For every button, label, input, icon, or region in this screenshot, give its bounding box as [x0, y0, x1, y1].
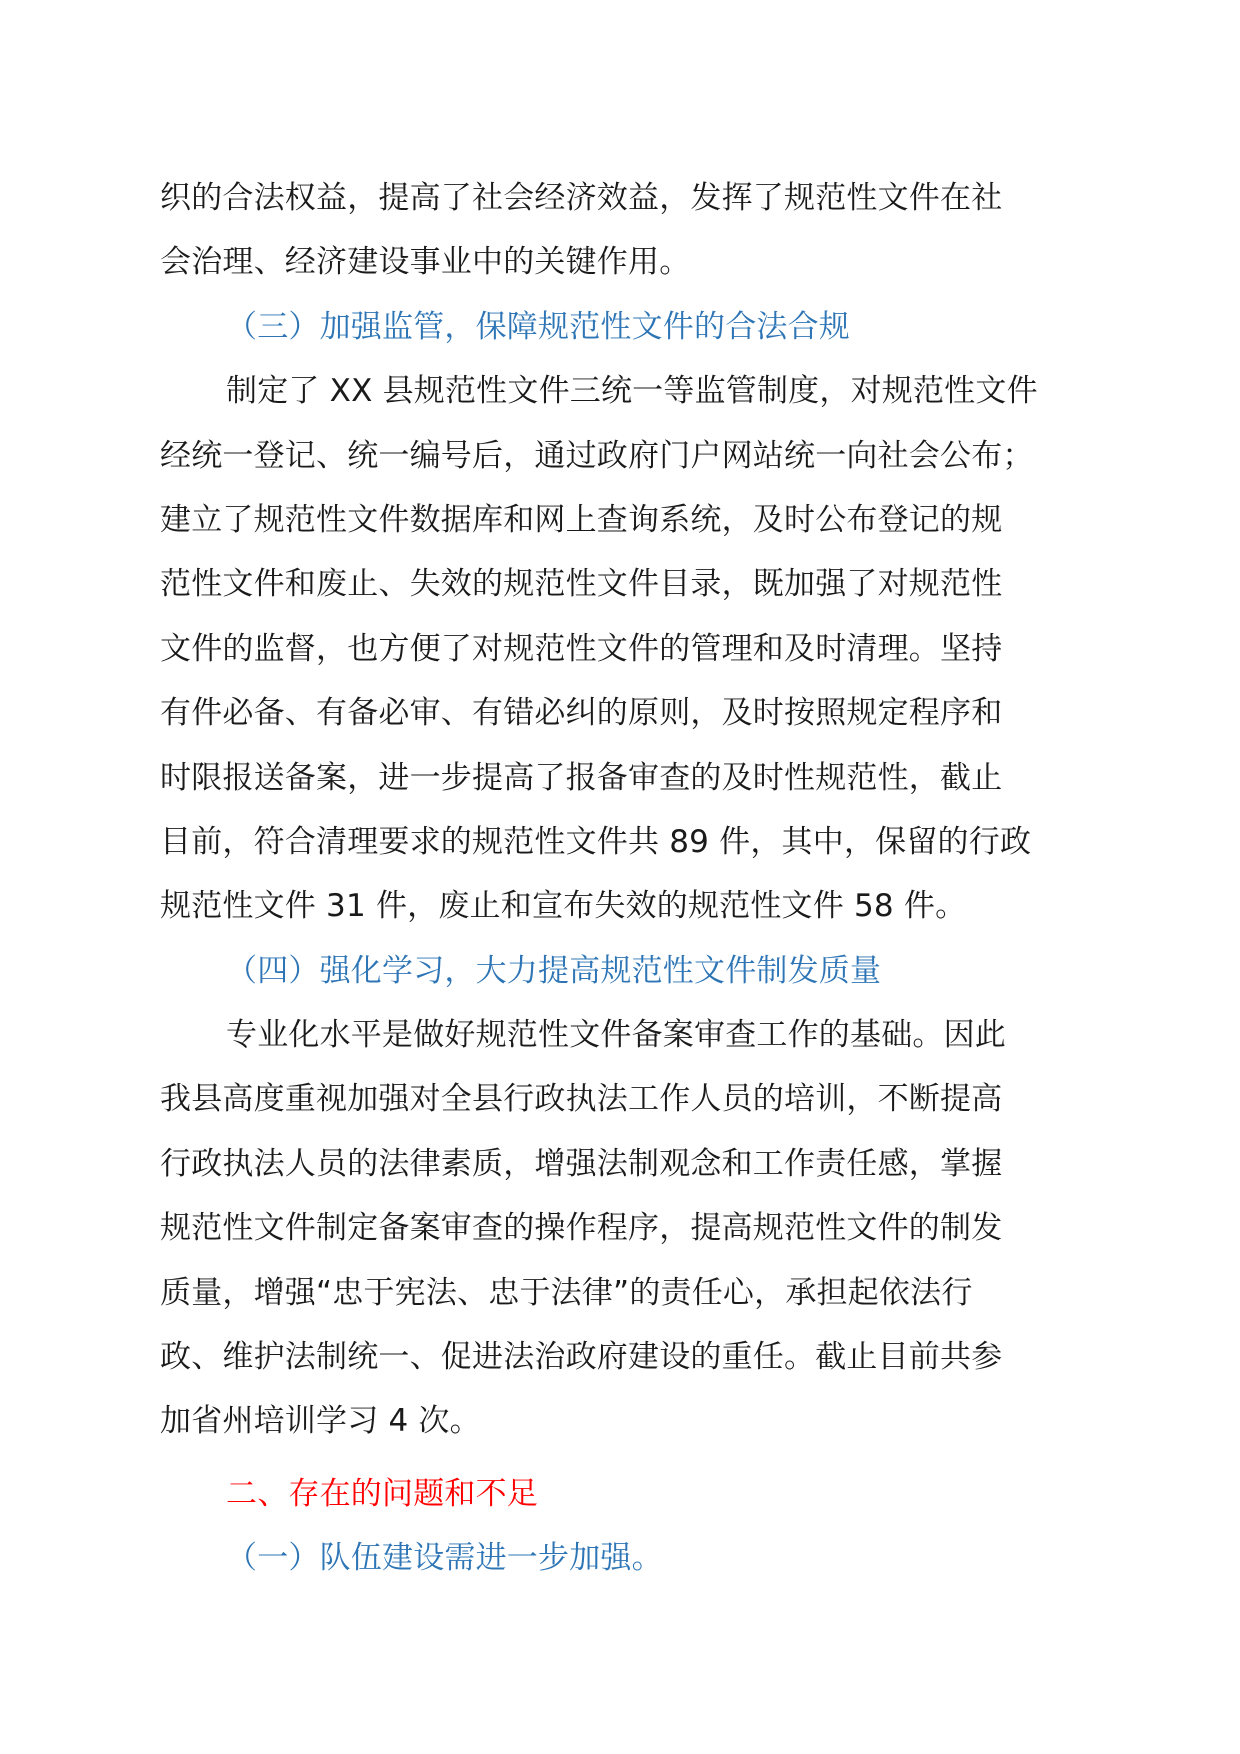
- section-subheading: （四）强化学习，大力提高规范性文件制发质量: [226, 952, 882, 989]
- paragraph-line: 质量，增强“忠于宪法、忠于法律”的责任心，承担起依法行: [160, 1274, 973, 1311]
- paragraph-line: 目前，符合清理要求的规范性文件共 89 件，其中，保留的行政: [160, 823, 1032, 860]
- paragraph-line: 专业化水平是做好规范性文件备案审查工作的基础。因此: [226, 1017, 1006, 1054]
- paragraph-line: 加省州培训学习 4 次。: [160, 1403, 481, 1440]
- paragraph-line: 会治理、经济建设事业中的关键作用。: [160, 244, 691, 281]
- paragraph-line: 文件的监督，也方便了对规范性文件的管理和及时清理。坚持: [160, 630, 1003, 667]
- paragraph-line: 我县高度重视加强对全县行政执法工作人员的培训，不断提高: [160, 1081, 1003, 1118]
- paragraph-line: 政、维护法制统一、促进法治政府建设的重任。截止目前共参: [160, 1339, 1003, 1376]
- paragraph-line: 制定了 XX 县规范性文件三统一等监管制度，对规范性文件: [226, 373, 1038, 410]
- section-subheading: （一）队伍建设需进一步加强。: [226, 1540, 663, 1577]
- paragraph-line: 规范性文件制定备案审查的操作程序，提高规范性文件的制发: [160, 1210, 1003, 1247]
- paragraph-line: 规范性文件 31 件，废止和宣布失效的规范性文件 58 件。: [160, 888, 967, 925]
- document-body: [160, 166, 1110, 1591]
- section-heading: 二、存在的问题和不足: [226, 1475, 538, 1512]
- paragraph-line: 时限报送备案，进一步提高了报备审查的及时性规范性，截止: [160, 759, 1003, 796]
- paragraph-line: 建立了规范性文件数据库和网上查询系统，及时公布登记的规: [160, 501, 1003, 538]
- paragraph-line: 范性文件和废止、失效的规范性文件目录，既加强了对规范性: [160, 566, 1003, 603]
- paragraph-line: 织的合法权益，提高了社会经济效益，发挥了规范性文件在社: [160, 180, 1003, 216]
- paragraph-line: 行政执法人员的法律素质，增强法制观念和工作责任感，掌握: [160, 1145, 1003, 1182]
- paragraph-line: 有件必备、有备必审、有错必纠的原则，及时按照规定程序和: [160, 695, 1003, 732]
- paragraph-line: 经统一登记、统一编号后，通过政府门户网站统一向社会公布；: [160, 437, 1034, 474]
- section-subheading: （三）加强监管，保障规范性文件的合法合规: [226, 308, 850, 345]
